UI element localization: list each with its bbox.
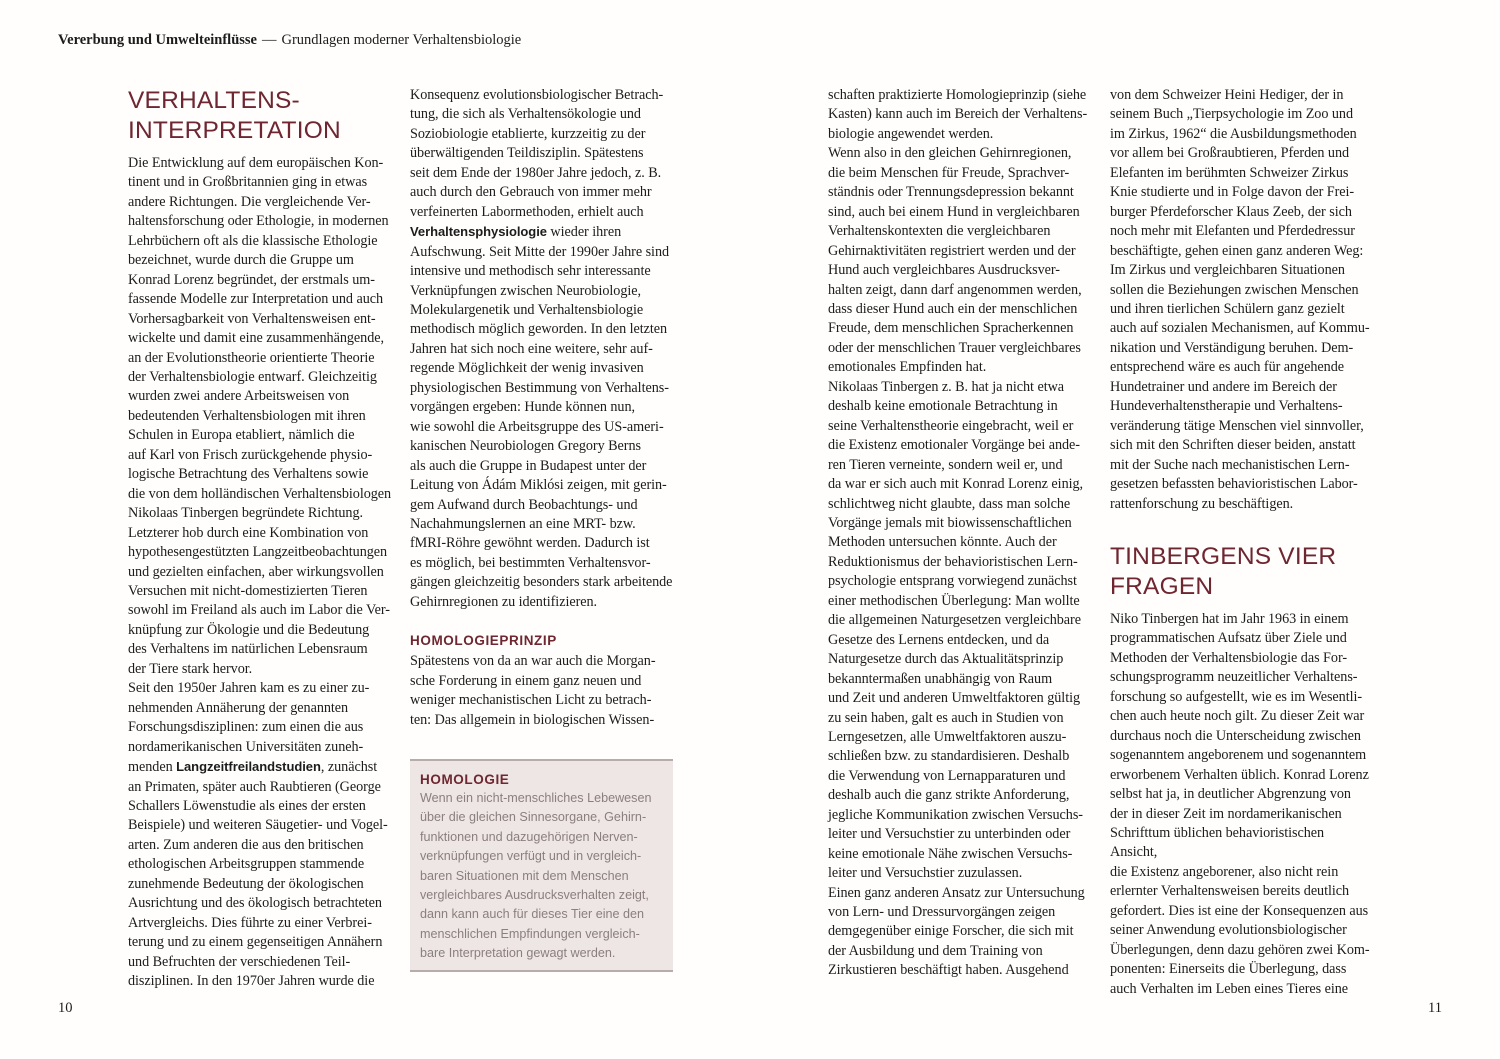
book-title: Vererbung und Umwelteinflüsse [58, 32, 257, 48]
paragraph: schaften praktizierte Homologieprinzip (siehe Kasten) kann auch im Bereich der Verhaltens- biologie angewendet werden. [828, 87, 1088, 142]
page-number-left: 10 [58, 1000, 73, 1016]
page-number-right: 11 [1428, 1000, 1442, 1016]
homologie-info-box [410, 759, 673, 972]
paragraph: Wenn also in den gleichen Gehirnregionen, die beim Menschen für Freude, Sprachver- ständnis oder Trennungsdepression bekannt sind, auch bei einem Hund in vergleichbaren Verhaltenskontexten die vergleichbaren Gehirnaktivitäten registriert werden und der Hund auch vergleichbares Ausdrucksver- halten zeigt, dann darf angenommen werden, dass dieser Hund auch ein der menschlichen Freude, dem menschlichen Spracherkennen oder der menschlichen Trauer vergleichbares emotionales Empfinden hat. [828, 145, 1082, 376]
keyword-verhaltensphysiologie: Verhaltensphysiologie [410, 224, 547, 240]
keyword-langzeitfreilandstudien: Langzeitfreilandstudien [176, 759, 321, 775]
column-3 [828, 86, 1092, 981]
paragraph: Einen ganz anderen Ansatz zur Untersuchung von Lern- und Dressurvorgängen zeigen demgegenüber einige Forscher, die sich mit der Ausbildung und dem Training von Zirkustieren beschäftigt haben. Ausgehend [828, 884, 1085, 979]
paragraph: Die Entwicklung auf dem europäischen Kon- tinent und in Großbritannien ging in etwas andere Richtungen. Die vergleichende Ver- haltensforschung oder Ethologie, in modernen Lehrbüchern oft als die klassische Ethologie bezeichnet, wurde durch die Gruppe um Konrad Lorenz begründet, der erstmals um- fassende Modelle zur Interpretation und auch Vorhersagbarkeit von Verhaltensweisen ent- wickelte und damit eine zusammenhängende, an der Evolutionstheorie orientierte Theorie der Verhaltensbiologie entwarf. Gleichzeitig wurden zwei andere Arbeitsweisen von bedeutenden Verhaltensbiologen mit ihren Schulen in Europa etabliert, nämlich die auf Karl von Frisch zurückgehende physio- logische Betrachtung des Verhaltens sowie die von dem holländischen Verhaltensbiologen Nikolaas Tinbergen begründete Richtung. Letzterer hob durch eine Kombination von hypothesengestützten Langzeitbeobachtungen und gezielten einfachen, aber wirkungsvollen Versuchen mit nicht-domestizierten Tieren sowohl im Freiland als auch im Labor die Ver- knüpfung zur Ökologie und die Bedeutung des Verhaltens im natürlichen Lebensraum der Tiere stark hervor. [128, 155, 392, 677]
column-1 [128, 86, 392, 991]
paragraph: Seit den 1950er Jahren kam es zu einer zu- nehmenden Annäherung der genannten Forschungsdisziplinen: zum einen die aus nordamerikanischen Universitäten zuneh- menden Langzeitfreilandstudien, zunächst an Primaten, später auch Raubtieren (George Schallers Löwenstudie als eines der ersten Beispiele) und weiteren Säugetier- und Vogel- arten. Zum anderen die aus den britischen ethologischen Arbeitsgruppen stammende zunehmende Bedeutung der ökologischen Ausrichtung und des ökologisch betrachteten Artvergleichs. Dies führte zu einer Verbrei- terung und zu einem gegenseitigen Annähern und Befruchten der verschiedenen Teil- disziplinen. In den 1970er Jahren wurde die [128, 680, 388, 990]
box-title: HOMOLOGIE [420, 772, 510, 787]
box-text: Wenn ein nicht-menschliches Lebewesen über die gleichen Sinnesorgane, Gehirn- funktionen und dazugehörigen Nerven- verknüpfungen verfügt und in vergleich- baren Situationen mit dem Menschen vergleichbares Ausdrucksverhalten zeigt, dann kann auch für dieses Tier eine den menschlichen Empfindungen vergleich- bare Interpretation gewagt werden. [420, 791, 652, 961]
section-heading-tinbergens-vier-fragen: TINBERGENS VIER FRAGEN [1110, 542, 1337, 600]
header-separator: — [262, 32, 277, 48]
column-2 [410, 86, 674, 730]
chapter-title: Grundlagen moderner Verhaltensbiologie [281, 32, 522, 48]
paragraph: Niko Tinbergen hat im Jahr 1963 in einem programmatischen Aufsatz über Ziele und Methoden der Verhaltensbiologie das For- schungsprogramm neuzeitlicher Verhaltens- forschung so aufgestellt, wie es im Wesentli- chen auch heute noch gilt. Zu dieser Zeit war durchaus noch die Unterscheidung zwischen sogenanntem angeborenem und sogenanntem erworbenem Verhalten üblich. Konrad Lorenz selbst hat ja, in deutlicher Abgrenzung von der in dieser Zeit im nordamerikanischen Schrifttum üblichen behavioristischen Ansicht, die Existenz angeborener, also nicht rein erlernter Verhaltensweisen bereits deutlich gefordert. Dies ist eine der Konsequenzen aus seiner Anwendung evolutionsbiologischer Überlegungen, denn dazu gehören zwei Kom- ponenten: Einerseits die Überlegung, dass auch Verhalten im Leben eines Tieres eine [1110, 610, 1370, 997]
paragraph: Nikolaas Tinbergen z. B. hat ja nicht etwa deshalb keine emotionale Betrachtung in seine Verhaltenstheorie eingebracht, weil er die Existenz emotionaler Vorgänge bei ande- ren Tieren verneinte, sondern weil er, und da war er sich auch mit Konrad Lorenz einig, schlichtweg nicht glaubte, dass man solche Vorgänge jemals mit biowissenschaftlichen Methoden untersuchen könnte. Auch der Reduktionismus der behavioristischen Lern- psychologie entsprang vorwiegend zunächst einer methodischen Überlegung: Man wollte die allgemeinen Naturgesetzen vergleichbare Gesetze des Lernens entdecken, und da Naturgesetze durch das Aktualitätsprinzip bekanntermaßen unabhängig von Raum und Zeit und anderen Umweltfaktoren gültig zu sein haben, galt es auch in Studien von Lerngesetzen, alle Umweltfaktoren auszu- schließen bzw. zu standardisieren. Deshalb die Verwendung von Lernapparaturen und deshalb auch die ganz strikte Anforderung, jegliche Kommunikation zwischen Versuchs- leiter und Versuchstier zu unterbinden oder keine emotionale Nähe zwischen Versuchs- leiter und Versuchstier zuzulassen. [828, 378, 1084, 882]
paragraph: Konsequenz evolutionsbiologischer Betrach- tung, die sich als Verhaltensökologie und Soziobiologie etablierte, kurzzeitig zu der überwältigenden Teildisziplin. Spätestens seit dem Ende der 1980er Jahre jedoch, z. B. auch durch den Gebrauch von immer mehr verfeinerten Labormethoden, erhielt auch Verhaltensphysiologie wieder ihren Aufschwung. Seit Mitte der 1990er Jahre sind intensive und methodisch sehr interessante Verknüpfungen zwischen Neurobiologie, Molekulargenetik und Verhaltensbiologie methodisch möglich geworden. In den letzten Jahren hat sich noch eine weitere, sehr auf- regende Möglichkeit der wenig invasiven physiologischen Bestimmung von Verhaltens- vorgängen ergeben: Hunde können nun, wie sowohl die Arbeitsgruppe des US-ameri- kanischen Neurobiologen Gregory Berns als auch die Gruppe in Budapest unter der Leitung von Ádám Miklósi zeigen, mit gerin- gem Aufwand durch Beobachtungs- und Nachahmungslernen an eine MRT- bzw. fMRI-Röhre gewöhnt werden. Dadurch ist es möglich, bei bestimmten Verhaltensvor- gängen gleichzeitig besonders stark arbeitende Gehirnregionen zu identifizieren. [410, 87, 673, 610]
running-head [58, 32, 521, 49]
section-heading-verhaltensinterpretation: VERHALTENS- INTERPRETATION [128, 87, 341, 144]
paragraph: Spätestens von da an war auch die Morgan- sche Forderung in einem ganz neuen und weniger mechanistischen Licht zu betrach- ten: Das allgemein in biologischen Wissen- [410, 653, 656, 728]
paragraph: von dem Schweizer Heini Hediger, der in seinem Buch „Tierpsychologie im Zoo und im Zirkus, 1962“ die Ausbildungsmethoden vor allem bei Großraubtieren, Pferden und Elefanten im berühmten Schweizer Zirkus Knie studierte und in Folge davon der Frei- burger Pferdeforscher Klaus Zeeb, der sich noch mehr mit Elefanten und Pferdedressur beschäftigte, gehen einen ganz anderen Weg: Im Zirkus und vergleichbaren Situationen sollen die Beziehungen zwischen Menschen und ihren tierlichen Schülern ganz gezielt auch auf sozialen Mechanismen, auf Kommu- nikation und Verständigung beruhen. Dem- entsprechend wäre es auch für angehende Hundetrainer und andere im Bereich der Hundeverhaltenstherapie und Verhaltens- veränderung tätige Menschen viel sinnvoller, sich mit den Schriften dieser beiden, anstatt mit der Suche nach mechanistischen Lern- gesetzen befassten behavioristischen Labor- rattenforschung zu beschäftigen. [1110, 87, 1370, 512]
column-4 [1110, 86, 1374, 999]
subheading-homologieprinzip: HOMOLOGIEPRINZIP [410, 633, 557, 649]
